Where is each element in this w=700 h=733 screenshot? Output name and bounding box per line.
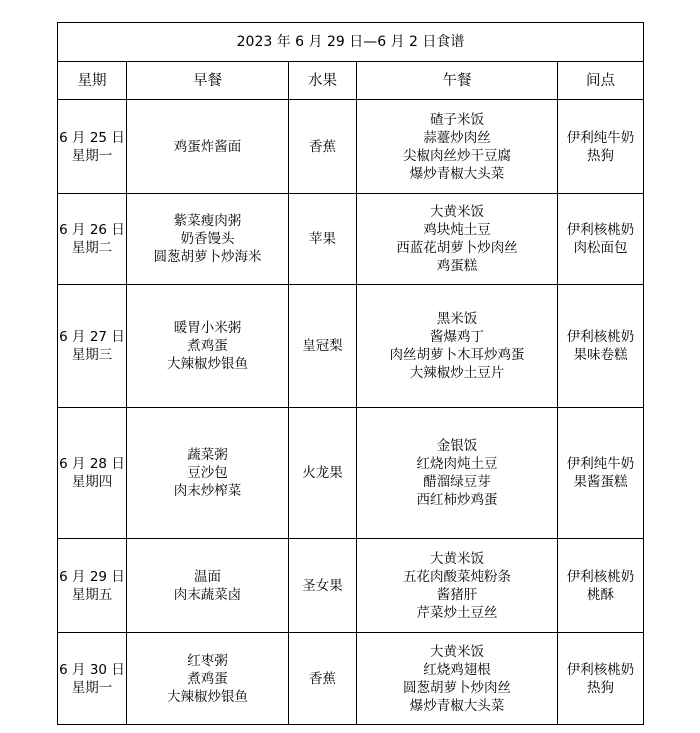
snack-cell	[558, 194, 644, 285]
snack-cell-line: 伊利核桃奶	[566, 568, 635, 585]
date-label: 6 月 28 日	[59, 456, 125, 472]
breakfast-cell-line: 煮鸡蛋	[187, 338, 228, 354]
breakfast-cell	[127, 408, 289, 539]
lunch-cell-line: 鸡蛋糕	[436, 258, 478, 274]
weekday-label: 星期三	[71, 347, 113, 363]
lunch-cell	[357, 100, 558, 194]
snack-cell-line: 伊利核桃奶	[566, 222, 635, 238]
fruit-cell: 皇冠梨	[289, 285, 357, 408]
snack-cell-line: 伊利纯牛奶	[566, 456, 635, 472]
breakfast-cell-line: 奶香馒头	[180, 231, 235, 247]
breakfast-cell	[127, 539, 289, 633]
breakfast-cell-line: 大辣椒炒银鱼	[167, 688, 248, 705]
header-lunch: 午餐	[357, 62, 558, 100]
snack-cell	[558, 100, 644, 194]
breakfast-cell	[127, 285, 289, 408]
date-label: 6 月 26 日	[59, 222, 125, 238]
snack-cell-line: 热狗	[587, 679, 615, 696]
header-breakfast: 早餐	[127, 62, 289, 100]
menu-body	[58, 100, 644, 725]
day-cell	[58, 633, 127, 725]
snack-cell-line: 热狗	[587, 147, 615, 164]
date-label: 6 月 29 日	[59, 568, 125, 585]
snack-cell	[558, 633, 644, 725]
table-row	[58, 100, 644, 194]
lunch-cell-line: 碴子米饭	[430, 111, 484, 128]
breakfast-cell	[127, 100, 289, 194]
snack-cell-line: 桃酥	[587, 586, 615, 603]
day-cell	[58, 408, 127, 539]
day-cell	[58, 100, 127, 194]
lunch-cell-line: 圆葱胡萝卜炒肉丝	[403, 679, 511, 696]
lunch-cell-line: 芹菜炒土豆丝	[416, 604, 498, 621]
weekday-label: 星期二	[71, 240, 113, 256]
table-row	[58, 539, 644, 633]
table-row	[58, 285, 644, 408]
lunch-cell-line: 黑米饭	[436, 311, 478, 327]
table-row	[58, 633, 644, 725]
menu-table	[57, 22, 644, 725]
weekday-label: 星期四	[71, 474, 113, 490]
lunch-cell	[357, 539, 558, 633]
lunch-cell-line: 大黄米饭	[430, 550, 484, 567]
breakfast-cell-line: 鸡蛋炸酱面	[173, 138, 242, 155]
lunch-cell-line: 鸡块炖土豆	[423, 222, 491, 238]
fruit-cell: 火龙果	[289, 408, 357, 539]
lunch-cell-line: 醋溜绿豆芽	[423, 474, 491, 490]
lunch-cell-line: 尖椒肉丝炒干豆腐	[403, 147, 511, 164]
breakfast-cell-line: 豆沙包	[187, 465, 228, 481]
breakfast-cell	[127, 633, 289, 725]
snack-cell-line: 肉松面包	[573, 240, 628, 256]
breakfast-cell-line: 肉末炒榨菜	[173, 483, 242, 499]
weekday-label: 星期五	[71, 586, 113, 603]
date-label: 6 月 30 日	[59, 661, 125, 678]
fruit-cell: 香蕉	[289, 633, 357, 725]
lunch-cell-line: 大辣椒炒土豆片	[409, 365, 505, 381]
snack-cell	[558, 539, 644, 633]
lunch-cell-line: 西蓝花胡萝卜炒肉丝	[396, 240, 518, 256]
breakfast-cell-line: 暖胃小米粥	[173, 320, 242, 336]
snack-cell	[558, 285, 644, 408]
breakfast-cell-line: 肉末蔬菜卤	[173, 586, 242, 603]
breakfast-cell-line: 紫菜瘦肉粥	[173, 213, 242, 229]
lunch-cell-line: 红烧肉炖土豆	[416, 456, 498, 472]
lunch-cell	[357, 285, 558, 408]
menu-title: 2023 年 6 月 29 日—6 月 2 日食谱	[58, 23, 644, 62]
date-label: 6 月 25 日	[59, 129, 125, 146]
day-cell	[58, 539, 127, 633]
header-fruit: 水果	[289, 62, 357, 100]
lunch-cell-line: 蒜薹炒肉丝	[423, 129, 491, 146]
lunch-cell-line: 酱猪肝	[436, 586, 478, 603]
header-snack: 间点	[558, 62, 644, 100]
lunch-cell-line: 西红柿炒鸡蛋	[416, 492, 498, 508]
lunch-cell-line: 大黄米饭	[430, 643, 484, 660]
day-cell	[58, 194, 127, 285]
breakfast-cell-line: 红枣粥	[187, 652, 228, 669]
lunch-cell-line: 爆炒青椒大头菜	[409, 165, 505, 182]
lunch-cell-line: 五花肉酸菜炖粉条	[403, 568, 511, 585]
table-row	[58, 408, 644, 539]
breakfast-cell-line: 煮鸡蛋	[187, 670, 228, 687]
breakfast-cell-line: 温面	[194, 568, 221, 585]
fruit-cell: 圣女果	[289, 539, 357, 633]
weekday-label: 星期一	[71, 679, 113, 696]
lunch-cell	[357, 408, 558, 539]
lunch-cell-line: 大黄米饭	[430, 204, 484, 220]
date-label: 6 月 27 日	[59, 329, 125, 345]
fruit-cell: 香蕉	[289, 100, 357, 194]
breakfast-cell-line: 圆葱胡萝卜炒海米	[153, 249, 262, 265]
breakfast-cell-line: 蔬菜粥	[187, 447, 228, 463]
table-row	[58, 194, 644, 285]
fruit-cell: 苹果	[289, 194, 357, 285]
day-cell	[58, 285, 127, 408]
snack-cell-line: 伊利核桃奶	[566, 661, 635, 678]
lunch-cell-line: 酱爆鸡丁	[430, 329, 484, 345]
header-day: 星期	[58, 62, 127, 100]
lunch-cell	[357, 633, 558, 725]
lunch-cell-line: 金银饭	[436, 438, 478, 454]
lunch-cell-line: 红烧鸡翅根	[423, 661, 491, 678]
snack-cell-line: 果味卷糕	[573, 347, 628, 363]
breakfast-cell-line: 大辣椒炒银鱼	[167, 356, 248, 372]
lunch-cell	[357, 194, 558, 285]
snack-cell-line: 果酱蛋糕	[573, 474, 628, 490]
snack-cell-line: 伊利纯牛奶	[566, 129, 635, 146]
weekday-label: 星期一	[71, 147, 113, 164]
snack-cell	[558, 408, 644, 539]
lunch-cell-line: 爆炒青椒大头菜	[409, 697, 505, 714]
breakfast-cell	[127, 194, 289, 285]
lunch-cell-line: 肉丝胡萝卜木耳炒鸡蛋	[389, 347, 525, 363]
snack-cell-line: 伊利核桃奶	[566, 329, 635, 345]
